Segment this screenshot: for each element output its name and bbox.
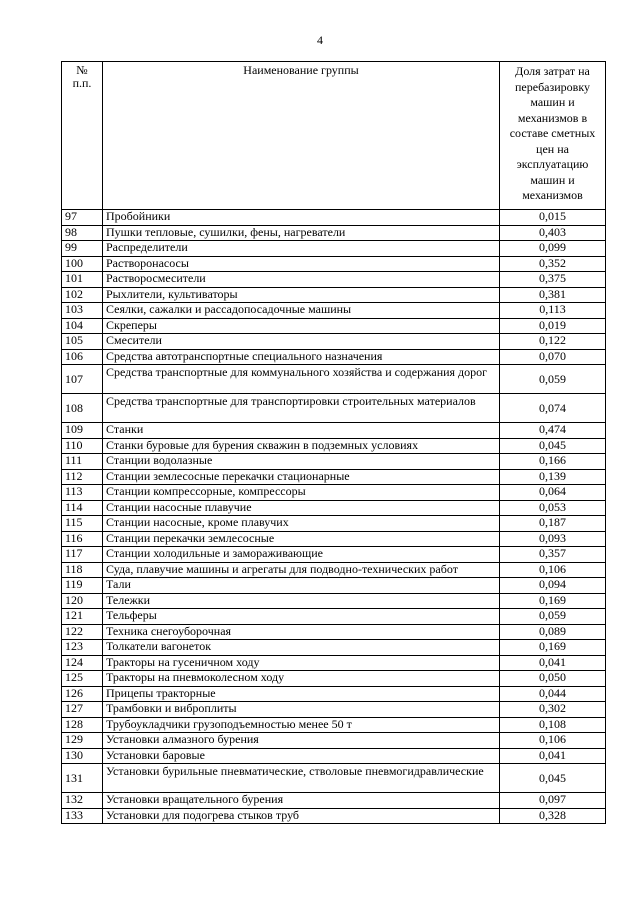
row-cost-share: 0,041 [500,748,606,764]
table-row [62,702,606,718]
row-group-name: Средства автотранспортные специального назначения [103,349,500,365]
row-cost-share: 0,059 [500,609,606,625]
row-group-name: Станции компрессорные, компрессоры [103,485,500,501]
row-group-name: Средства транспортные для транспортировки строительных материалов [103,394,500,423]
row-group-name: Трубоукладчики грузоподъемностью менее 50 т [103,717,500,733]
row-cost-share: 0,044 [500,686,606,702]
table-row [62,686,606,702]
row-group-name: Станки буровые для бурения скважин в подземных условиях [103,438,500,454]
row-cost-share: 0,352 [500,256,606,272]
table-row [62,531,606,547]
table-row [62,334,606,350]
row-group-name: Распределители [103,241,500,257]
row-cost-share: 0,019 [500,318,606,334]
row-number: 118 [62,562,103,578]
table-row [62,733,606,749]
row-group-name: Средства транспортные для коммунального хозяйства и содержания дорог [103,365,500,394]
row-number: 111 [62,454,103,470]
table-row [62,671,606,687]
row-group-name: Установки алмазного бурения [103,733,500,749]
table-row [62,454,606,470]
row-group-name: Пробойники [103,210,500,226]
row-group-name: Растворосмесители [103,272,500,288]
row-group-name: Установки баровые [103,748,500,764]
row-cost-share: 0,050 [500,671,606,687]
row-group-name: Тракторы на пневмоколесном ходу [103,671,500,687]
row-number: 125 [62,671,103,687]
row-number: 97 [62,210,103,226]
table-row [62,500,606,516]
table-row [62,469,606,485]
row-cost-share: 0,302 [500,702,606,718]
row-cost-share: 0,122 [500,334,606,350]
row-number: 109 [62,423,103,439]
row-number: 104 [62,318,103,334]
table-row [62,241,606,257]
row-cost-share: 0,099 [500,241,606,257]
table-row [62,764,606,793]
header-cost-share: Доля затрат на перебазировку машин и механизмов в составе сметных цен на эксплуатацию машин и механизмов [500,62,606,210]
row-cost-share: 0,357 [500,547,606,563]
row-number: 98 [62,225,103,241]
row-number: 110 [62,438,103,454]
row-cost-share: 0,403 [500,225,606,241]
row-cost-share: 0,045 [500,764,606,793]
table-row [62,717,606,733]
table-row [62,272,606,288]
table-row [62,365,606,394]
row-group-name: Установки для подогрева стыков труб [103,808,500,824]
table-row [62,256,606,272]
row-cost-share: 0,108 [500,717,606,733]
table-row [62,287,606,303]
row-group-name: Рыхлители, культиваторы [103,287,500,303]
row-cost-share: 0,166 [500,454,606,470]
table-row [62,349,606,365]
row-group-name: Тельферы [103,609,500,625]
row-number: 99 [62,241,103,257]
row-group-name: Скреперы [103,318,500,334]
row-cost-share: 0,169 [500,640,606,656]
row-number: 124 [62,655,103,671]
row-number: 117 [62,547,103,563]
row-cost-share: 0,074 [500,394,606,423]
page-number: 4 [317,33,323,47]
table-body [62,210,606,824]
table-row [62,748,606,764]
row-number: 122 [62,624,103,640]
row-cost-share: 0,053 [500,500,606,516]
table-row [62,808,606,824]
row-cost-share: 0,106 [500,562,606,578]
row-cost-share: 0,094 [500,578,606,594]
row-number: 130 [62,748,103,764]
row-cost-share: 0,089 [500,624,606,640]
row-number: 103 [62,303,103,319]
row-number: 129 [62,733,103,749]
row-group-name: Станции землесосные перекачки стационарные [103,469,500,485]
row-cost-share: 0,059 [500,365,606,394]
row-group-name: Тали [103,578,500,594]
row-number: 133 [62,808,103,824]
row-number: 123 [62,640,103,656]
row-group-name: Техника снегоуборочная [103,624,500,640]
row-number: 127 [62,702,103,718]
row-number: 120 [62,593,103,609]
table-row [62,438,606,454]
table-row [62,210,606,226]
row-cost-share: 0,187 [500,516,606,532]
table-row [62,547,606,563]
row-number: 128 [62,717,103,733]
row-group-name: Станции водолазные [103,454,500,470]
table-row [62,609,606,625]
row-cost-share: 0,139 [500,469,606,485]
table-row [62,640,606,656]
row-group-name: Суда, плавучие машины и агрегаты для подводно-технических работ [103,562,500,578]
table-row [62,793,606,809]
row-number: 107 [62,365,103,394]
row-group-name: Толкатели вагонеток [103,640,500,656]
table-row [62,423,606,439]
table-row [62,516,606,532]
table-row [62,303,606,319]
row-group-name: Станции перекачки землесосные [103,531,500,547]
row-group-name: Станции насосные, кроме плавучих [103,516,500,532]
table-header-row [62,62,606,210]
row-cost-share: 0,474 [500,423,606,439]
row-group-name: Сеялки, сажалки и рассадопосадочные машины [103,303,500,319]
row-number: 112 [62,469,103,485]
row-group-name: Прицепы тракторные [103,686,500,702]
row-number: 106 [62,349,103,365]
row-number: 115 [62,516,103,532]
row-group-name: Тележки [103,593,500,609]
table-row [62,655,606,671]
row-cost-share: 0,041 [500,655,606,671]
row-group-name: Смесители [103,334,500,350]
row-group-name: Установки бурильные пневматические, стволовые пневмогидравлические [103,764,500,793]
row-cost-share: 0,375 [500,272,606,288]
row-number: 101 [62,272,103,288]
row-number: 119 [62,578,103,594]
row-number: 132 [62,793,103,809]
table-row [62,562,606,578]
row-group-name: Тракторы на гусеничном ходу [103,655,500,671]
row-cost-share: 0,381 [500,287,606,303]
row-number: 113 [62,485,103,501]
table-row [62,578,606,594]
row-group-name: Растворонасосы [103,256,500,272]
row-cost-share: 0,097 [500,793,606,809]
row-cost-share: 0,093 [500,531,606,547]
row-cost-share: 0,045 [500,438,606,454]
table-row [62,624,606,640]
row-cost-share: 0,064 [500,485,606,501]
groups-table [61,61,606,824]
row-cost-share: 0,106 [500,733,606,749]
row-group-name: Трамбовки и виброплиты [103,702,500,718]
row-number: 105 [62,334,103,350]
row-cost-share: 0,070 [500,349,606,365]
header-group-name: Наименование группы [103,62,500,210]
row-group-name: Станки [103,423,500,439]
row-number: 108 [62,394,103,423]
table-row [62,225,606,241]
row-number: 102 [62,287,103,303]
table-row [62,593,606,609]
table-row [62,318,606,334]
table-row [62,394,606,423]
row-cost-share: 0,113 [500,303,606,319]
table-row [62,485,606,501]
row-cost-share: 0,015 [500,210,606,226]
row-group-name: Станции насосные плавучие [103,500,500,516]
row-group-name: Установки вращательного бурения [103,793,500,809]
header-number: № п.п. [62,62,103,210]
row-cost-share: 0,169 [500,593,606,609]
row-number: 126 [62,686,103,702]
row-number: 100 [62,256,103,272]
row-group-name: Станции холодильные и замораживающие [103,547,500,563]
row-number: 131 [62,764,103,793]
row-group-name: Пушки тепловые, сушилки, фены, нагреватели [103,225,500,241]
row-number: 114 [62,500,103,516]
row-cost-share: 0,328 [500,808,606,824]
row-number: 121 [62,609,103,625]
row-number: 116 [62,531,103,547]
